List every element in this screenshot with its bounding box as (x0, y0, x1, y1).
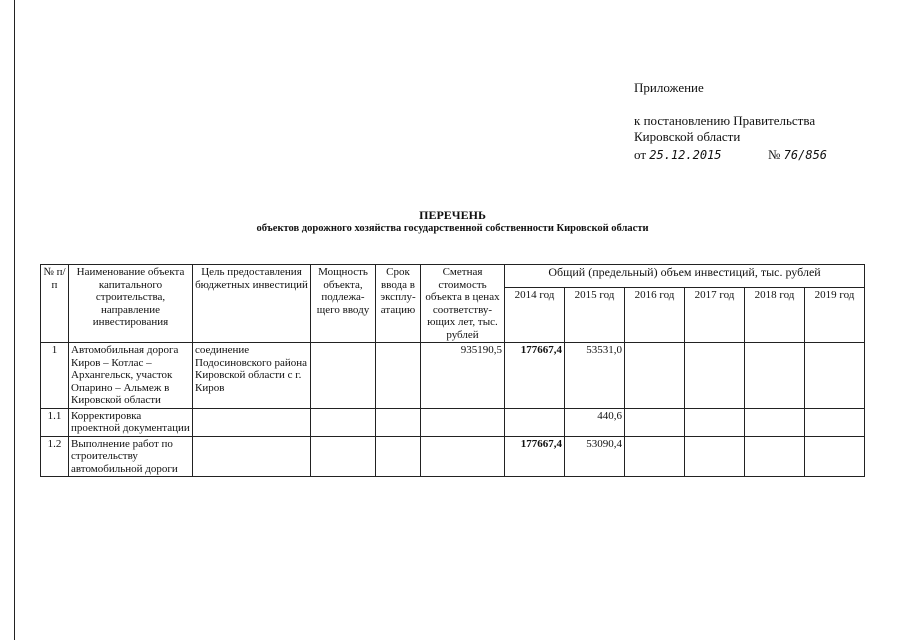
document-title: ПЕРЕЧЕНЬ (419, 208, 486, 222)
cell-num: 1.2 (41, 436, 69, 477)
header-year: 2014 год (505, 288, 565, 343)
cell-name: Корректировка проектной документации (69, 408, 193, 436)
cell-name: Автомобильная дорога Киров – Котлас – Архангельск, участок Опарино – Альмеж в Кировской области (69, 343, 193, 409)
handwritten-date: 25.12.2015 (649, 148, 722, 162)
cell-cost (421, 408, 505, 436)
cell-cost: 935190,5 (421, 343, 505, 409)
cell-2016 (625, 408, 685, 436)
cell-goal (193, 408, 311, 436)
header-year: 2016 год (625, 288, 685, 343)
cell-2018 (745, 343, 805, 409)
cell-name: Выполнение работ по строительству автомобильной дороги (69, 436, 193, 477)
cell-goal (193, 436, 311, 477)
cell-goal: соединение Подосиновского района Кировской области с г. Киров (193, 343, 311, 409)
cell-2014: 177667,4 (505, 436, 565, 477)
cell-2019 (805, 436, 865, 477)
table-row (41, 408, 865, 436)
cell-term (376, 436, 421, 477)
cell-2016 (625, 343, 685, 409)
table-row (41, 436, 865, 477)
cell-2019 (805, 343, 865, 409)
cell-2018 (745, 408, 805, 436)
header-year: 2017 год (685, 288, 745, 343)
header-year: 2015 год (565, 288, 625, 343)
document-subtitle: объектов дорожного хозяйства государственной собственности Кировской области (256, 223, 649, 234)
header-goal: Цель предоставления бюджетных инвестиций (193, 265, 311, 343)
annex-date-line (634, 147, 827, 163)
header-year: 2018 год (745, 288, 805, 343)
annex-line-1: к постановлению Правительства (634, 113, 816, 128)
cell-2017 (685, 408, 745, 436)
annex-line-2: Кировской области (634, 129, 741, 144)
cell-2014 (505, 408, 565, 436)
table-header-row (41, 265, 865, 288)
cell-2015: 53531,0 (565, 343, 625, 409)
header-invest: Общий (предельный) объем инвестиций, тыс. рублей (505, 265, 865, 288)
cell-capacity (311, 436, 376, 477)
objects-table (40, 264, 865, 477)
cell-2017 (685, 343, 745, 409)
cell-term (376, 408, 421, 436)
table-row (41, 343, 865, 409)
header-term: Срок ввода в эксплу-атацию (376, 265, 421, 343)
header-capacity: Мощность объекта, подлежа-щего вводу (311, 265, 376, 343)
cell-2016 (625, 436, 685, 477)
cell-2015: 440,6 (565, 408, 625, 436)
date-prefix: от (634, 147, 647, 162)
cell-num: 1 (41, 343, 69, 409)
header-cost: Сметная стоимость объекта в ценах соответству-ющих лет, тыс. рублей (421, 265, 505, 343)
cell-term (376, 343, 421, 409)
cell-capacity (311, 408, 376, 436)
cell-capacity (311, 343, 376, 409)
cell-2015: 53090,4 (565, 436, 625, 477)
cell-cost (421, 436, 505, 477)
annex-title: Приложение (634, 80, 704, 95)
cell-2018 (745, 436, 805, 477)
handwritten-number: 76/856 (783, 148, 828, 162)
cell-2017 (685, 436, 745, 477)
cell-2014: 177667,4 (505, 343, 565, 409)
page-margin-line (14, 0, 15, 640)
header-year: 2019 год (805, 288, 865, 343)
header-name: Наименование объекта капитального строительства, направление инвестирования (69, 265, 193, 343)
number-prefix: № (768, 147, 781, 162)
header-num: № п/п (41, 265, 69, 343)
cell-2019 (805, 408, 865, 436)
cell-num: 1.1 (41, 408, 69, 436)
